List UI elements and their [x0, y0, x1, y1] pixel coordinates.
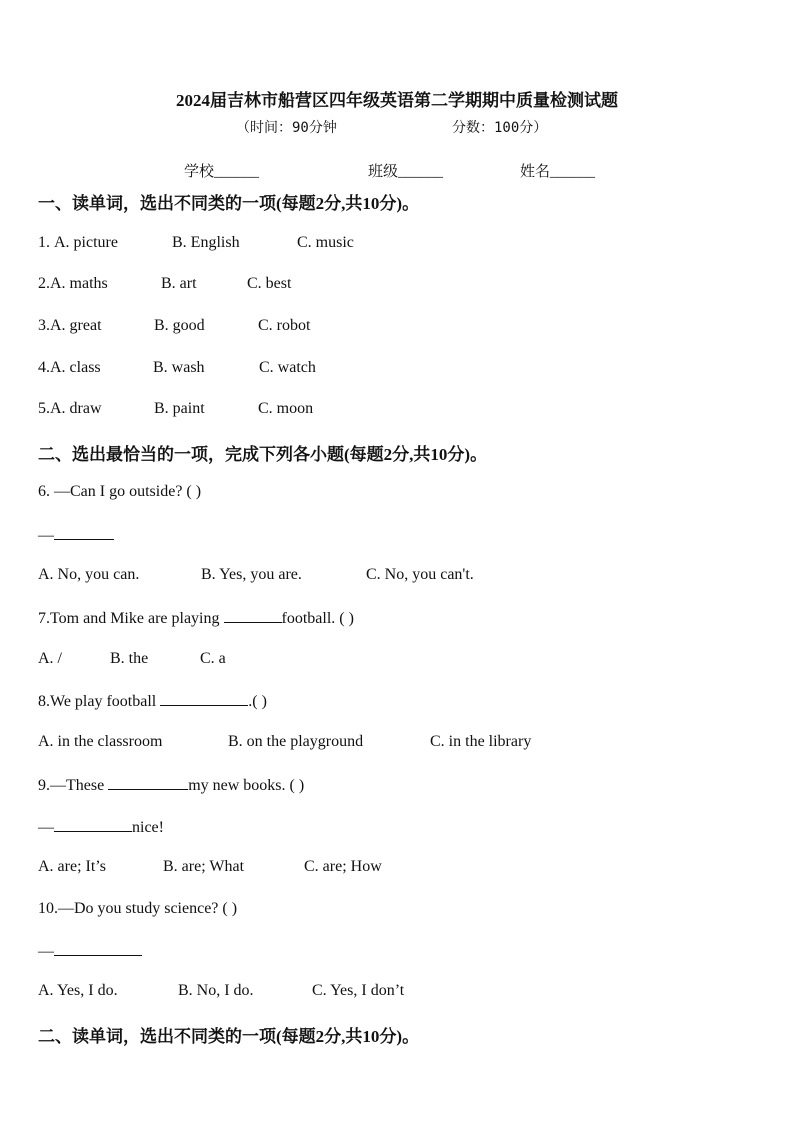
q4-option-a: A. class [50, 359, 101, 376]
q8-stem-start: 8.We play football [38, 693, 161, 710]
q7-stem-end: football. ( ) [281, 610, 354, 627]
question-10-stem: 10.—Do you study science? ( ) [38, 900, 238, 917]
exam-title: 2024届吉林市船营区四年级英语第二学期期中质量检测试题 [176, 91, 618, 110]
question-9-options [38, 858, 382, 876]
question-7-options [38, 650, 226, 668]
q10-dash: — [38, 943, 54, 960]
q1-option-a: A. picture [54, 234, 118, 251]
q5-number: 5. [38, 400, 50, 417]
question-9-answer [38, 817, 164, 837]
q1-number: 1. [38, 234, 54, 251]
q7-blank [224, 608, 282, 623]
q10-option-c: C. Yes, I don’t [312, 982, 405, 999]
q9-stem-start: 9.—These [38, 777, 109, 794]
q7-option-c: C. a [200, 650, 226, 667]
question-5 [38, 400, 313, 418]
q1-option-b: B. English [172, 234, 240, 251]
q8-blank [160, 691, 248, 706]
q4-number: 4. [38, 359, 50, 376]
q9-option-a: A. are; It’s [38, 858, 106, 875]
q5-option-a: A. draw [50, 400, 102, 417]
exam-score: 分数：100分） [452, 120, 548, 136]
q6-option-b: B. Yes, you are. [201, 566, 302, 583]
q10-option-b: B. No, I do. [178, 982, 254, 999]
q6-option-a: A. No, you can. [38, 566, 140, 583]
name-field: 姓名______ [520, 164, 596, 180]
q10-option-a: A. Yes, I do. [38, 982, 118, 999]
question-6-answer [38, 525, 114, 545]
q8-option-c: C. in the library [430, 733, 532, 750]
question-3 [38, 317, 310, 335]
q5-option-c: C. moon [258, 400, 314, 417]
q3-number: 3. [38, 317, 50, 334]
q7-stem-start: 7.Tom and Mike are playing [38, 610, 224, 627]
q6-blank [54, 525, 114, 540]
question-8-options [38, 733, 531, 751]
q6-dash: — [38, 527, 54, 544]
section3-heading: 二、读单词，选出不同类的一项(每题2分,共10分)。 [38, 1027, 420, 1046]
q9-dash: — [38, 819, 54, 836]
question-10-answer [38, 941, 142, 961]
q9-option-c: C. are; How [304, 858, 382, 875]
q9-blank-1 [108, 775, 188, 790]
q2-option-a: A. maths [50, 275, 108, 292]
class-field: 班级______ [368, 164, 444, 180]
q9-option-b: B. are; What [163, 858, 245, 875]
q2-option-b: B. art [161, 275, 197, 292]
question-6-stem: 6. —Can I go outside? ( ) [38, 483, 202, 500]
question-4 [38, 359, 316, 377]
q8-stem-end: .( ) [248, 693, 267, 710]
q1-option-c: C. music [297, 234, 354, 251]
q6-option-c: C. No, you can't. [366, 566, 474, 583]
q3-option-a: A. great [50, 317, 102, 334]
section2-heading: 二、选出最恰当的一项，完成下列各小题(每题2分,共10分)。 [38, 445, 488, 464]
q3-option-c: C. robot [258, 317, 311, 334]
question-1 [38, 234, 354, 252]
q4-option-b: B. wash [153, 359, 205, 376]
question-8-stem [38, 691, 267, 711]
q10-blank [54, 941, 142, 956]
q8-option-a: A. in the classroom [38, 733, 163, 750]
q2-option-c: C. best [247, 275, 292, 292]
q9-blank-2 [54, 817, 132, 832]
q4-option-c: C. watch [259, 359, 316, 376]
section1-heading: 一、读单词，选出不同类的一项(每题2分,共10分)。 [38, 194, 420, 213]
q8-option-b: B. on the playground [228, 733, 364, 750]
question-9-stem [38, 775, 304, 795]
q2-number: 2. [38, 275, 50, 292]
q5-option-b: B. paint [154, 400, 205, 417]
exam-time: （时间：90分钟 [236, 120, 337, 136]
q9-stem-end: my new books. ( ) [188, 777, 305, 794]
question-10-options [38, 982, 404, 1000]
q3-option-b: B. good [154, 317, 205, 334]
school-field: 学校______ [184, 164, 260, 180]
question-6-options [38, 566, 474, 584]
question-2 [38, 275, 291, 293]
q9-answer-end: nice! [132, 819, 164, 836]
question-7-stem [38, 608, 354, 628]
q7-option-a: A. / [38, 650, 62, 667]
q7-option-b: B. the [110, 650, 149, 667]
